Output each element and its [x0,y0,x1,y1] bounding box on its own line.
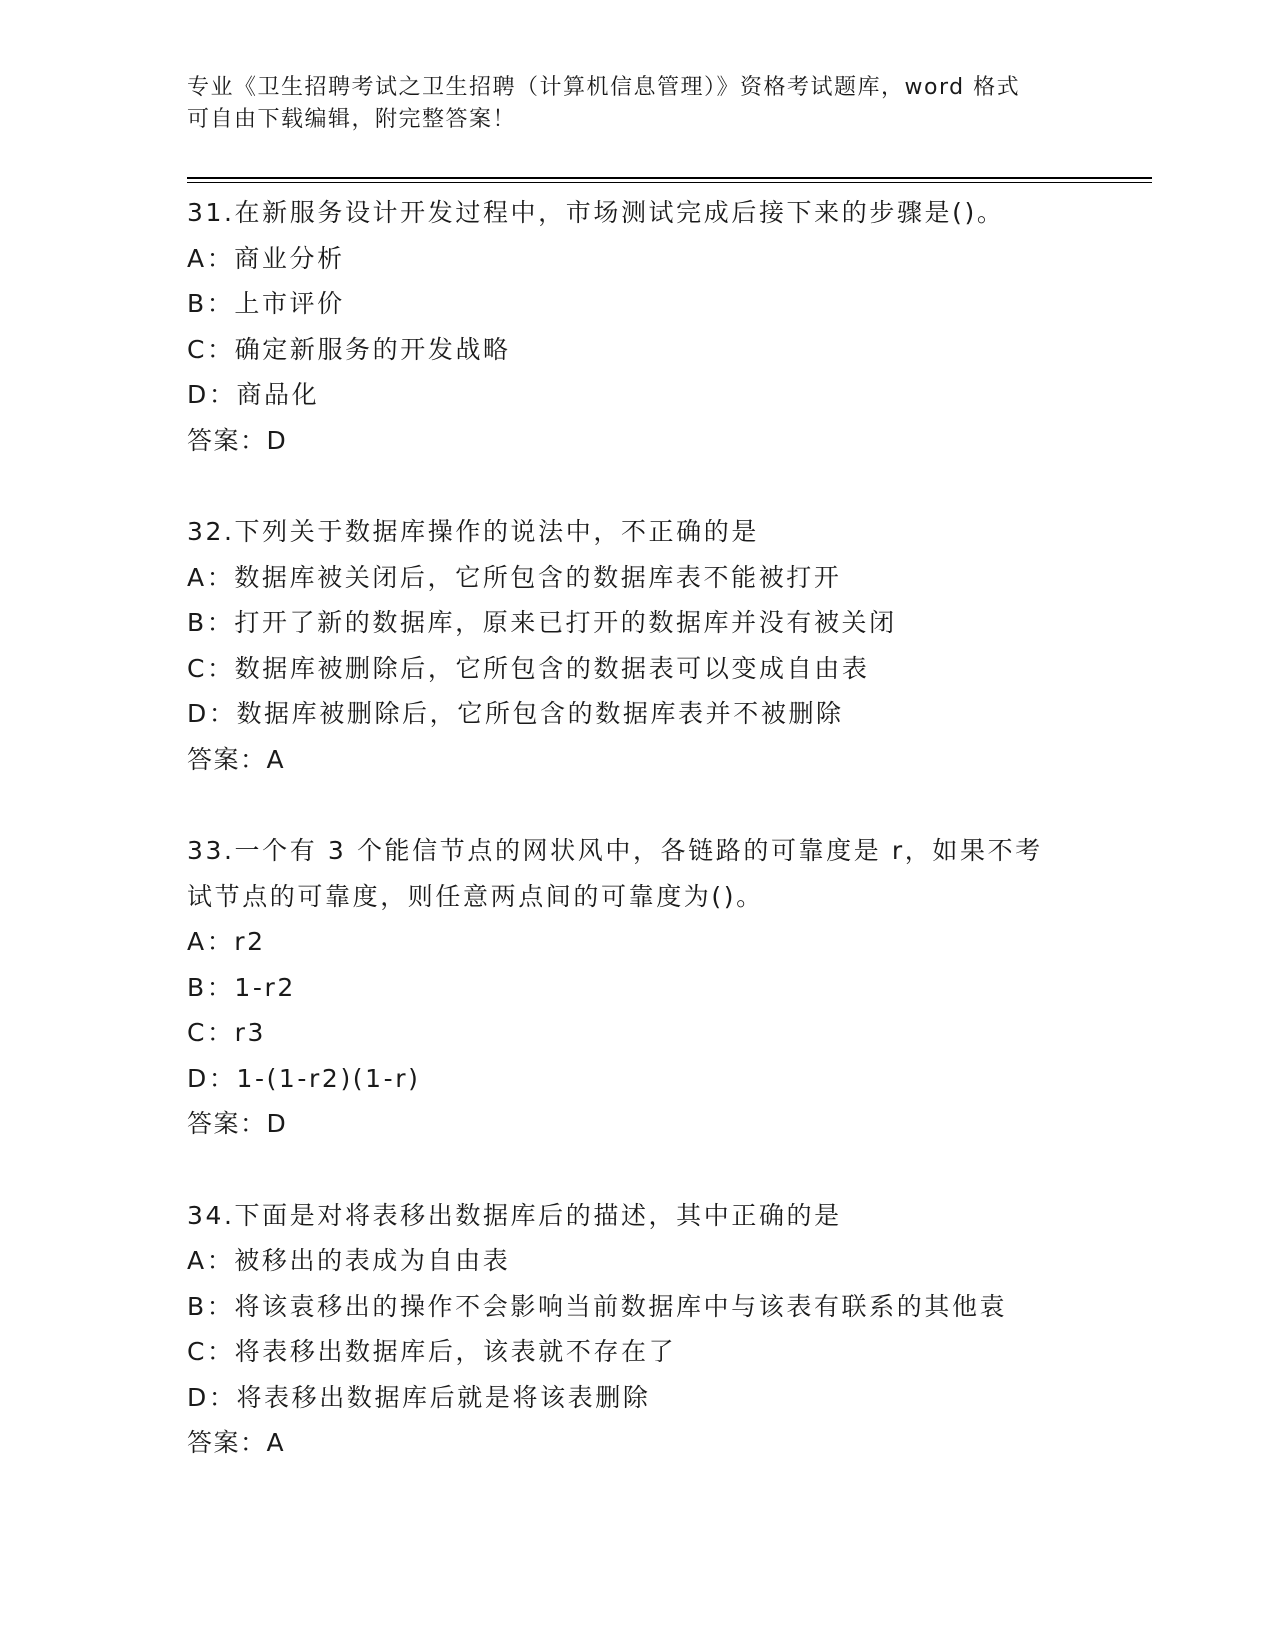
question-32 [187,509,1127,782]
header-title-line-1: 专业《卫生招聘考试之卫生招聘（计算机信息管理）》资格考试题库，word 格式 [187,75,1021,100]
option-d: D：1-(1-r2)(1-r) [187,1063,421,1093]
question-stem-line-2: 试节点的可靠度，则任意两点间的可靠度为()。 [187,881,764,911]
option-d: D：数据库被删除后，它所包含的数据库表并不被删除 [187,699,844,728]
question-31 [187,190,1127,463]
answer-line: 答案：D [187,425,288,455]
question-stem: 32.下列关于数据库操作的说法中，不正确的是 [187,517,759,546]
option-d: D：商品化 [187,380,320,409]
option-d: D：将表移出数据库后就是将该表删除 [187,1382,651,1412]
document-header [187,72,1087,136]
question-stem-line-1: 33.一个有 3 个能信节点的网状风中，各链路的可靠度是 r，如果不考 [187,836,1043,865]
question-stem: 34.下面是对将表移出数据库后的描述，其中正确的是 [187,1200,842,1230]
option-c: C：将表移出数据库后，该表就不存在了 [187,1337,677,1366]
option-a: A：商业分析 [187,243,345,273]
option-c: C：确定新服务的开发战略 [187,334,511,364]
option-c: C：数据库被删除后，它所包含的数据表可以变成自由表 [187,653,870,683]
answer-line: 答案：A [187,1428,286,1457]
option-c: C：r3 [187,1018,267,1047]
option-a: A：数据库被关闭后，它所包含的数据库表不能被打开 [187,562,842,592]
question-34 [187,1193,1127,1466]
option-a: A：被移出的表成为自由表 [187,1246,511,1275]
option-b: B：将该袁移出的操作不会影响当前数据库中与该表有联系的其他袁 [187,1291,1008,1321]
option-b: B：1-r2 [187,972,296,1002]
header-divider [187,177,1152,183]
question-33 [187,828,1127,1147]
answer-line: 答案：D [187,1109,288,1138]
answer-line: 答案：A [187,744,286,774]
option-a: A：r2 [187,927,266,956]
question-list [187,190,1127,1466]
option-b: B：上市评价 [187,289,345,318]
header-title-line-2: 可自由下载编辑，附完整答案！ [187,107,517,132]
question-stem: 31.在新服务设计开发过程中，市场测试完成后接下来的步骤是()。 [187,198,1005,227]
option-b: B：打开了新的数据库，原来已打开的数据库并没有被关闭 [187,608,897,637]
